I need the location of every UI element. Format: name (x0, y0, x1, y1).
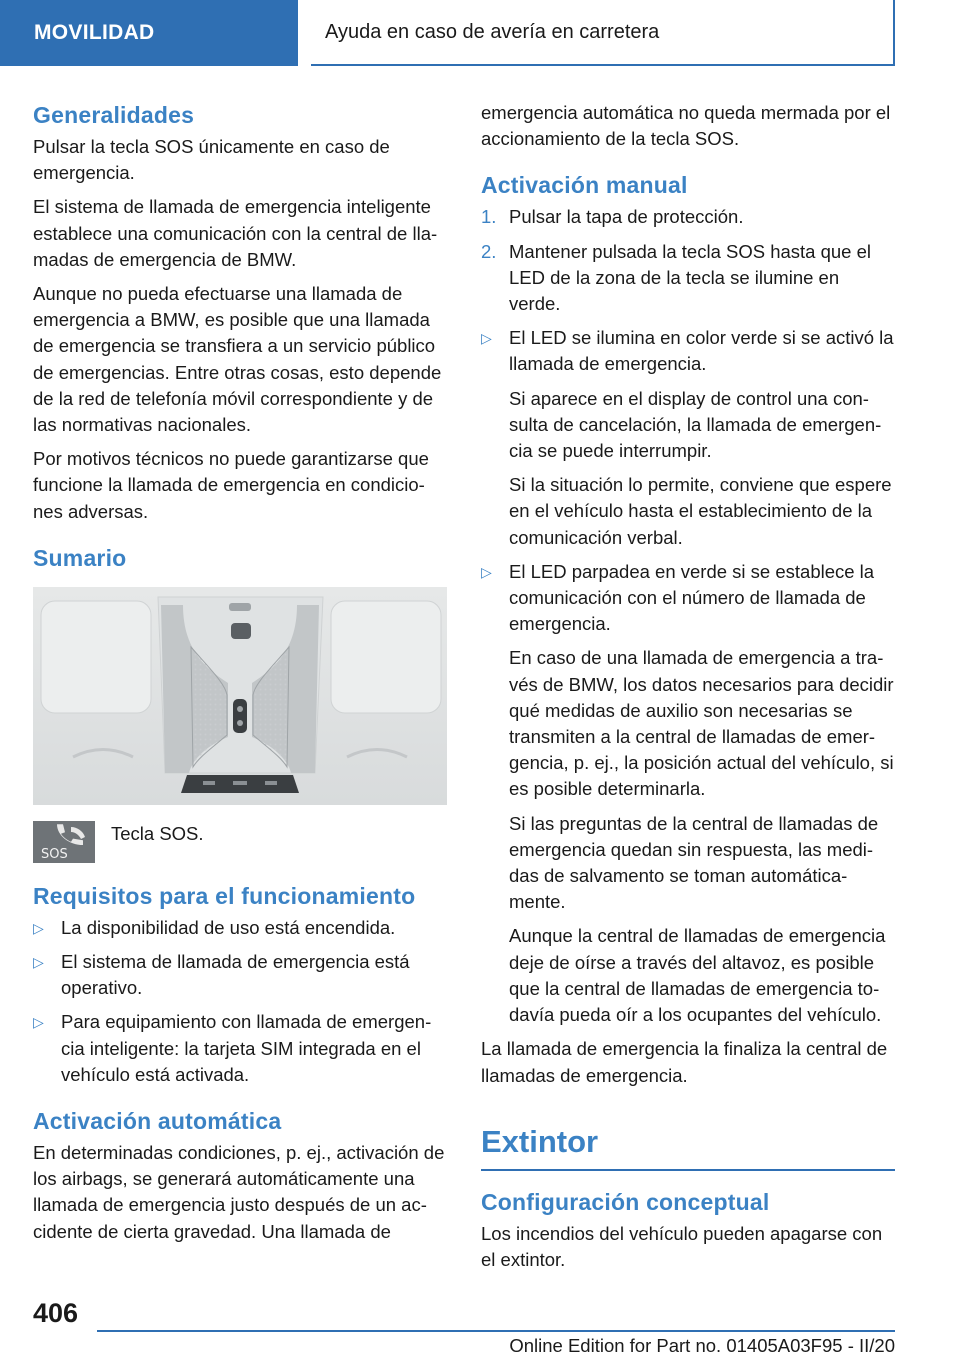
page-number: 406 (33, 1298, 79, 1328)
heading-activacion-automatica: Activación automática (33, 1108, 282, 1135)
heading-extintor: Extintor (481, 1121, 895, 1171)
list-item: ▷ El sistema de llamada de emergencia está operativo. (33, 951, 410, 999)
paragraph: Pulsar la tecla SOS únicamente en caso de emergencia. (33, 136, 390, 184)
requirements-list (33, 915, 447, 1088)
triangle-bullet-icon: ▷ (33, 919, 44, 936)
overhead-console-photo (33, 587, 447, 805)
paragraph: Si las preguntas de la central de llamadas de emergencia quedan sin respuesta, las medidas de salvamento se toman automáticamente. (509, 812, 879, 913)
heading-configuracion: Configuración conceptual (481, 1188, 770, 1215)
list-item: ▷ El LED se ilumina en color verde si se activó la llamada de emergencia. Si aparece en el display de control una consulta de cancelación, la llamada de emergencia se puede interrumpir. Si la situación lo permite, conviene que espere en el vehículo hasta el establecimiento de la comunicación verbal. (481, 325, 895, 551)
chapter-title: Ayuda en caso de avería en carretera (311, 0, 895, 66)
manual-steps-list (481, 204, 895, 317)
left-column (33, 100, 447, 1253)
paragraph: Si aparece en el display de control una consulta de cancelación, la llamada de emergencia se puede interrumpir. (509, 387, 882, 462)
footer-divider (97, 1330, 895, 1332)
paragraph: En determinadas condiciones, p. ej., activación de los airbags, se generará automáticamente una llamada de emergencia justo después de un accidente de cierta gravedad. Una llamada de (33, 1142, 445, 1242)
paragraph: emergencia automática no queda mermada por el accionamiento de la tecla SOS. (481, 102, 891, 150)
sos-key-caption: Tecla SOS. (111, 822, 204, 844)
heading-generalidades: Generalidades (33, 102, 195, 128)
paragraph: Aunque la central de llamadas de emergencia deje de oírse a través del altavoz, es posible que la central de llamadas de emergencia todavía pueda oír a los ocupantes del vehículo. (509, 925, 886, 1026)
sos-key-legend (33, 821, 447, 863)
page-header (0, 0, 960, 66)
heading-activacion-manual: Activación manual (481, 172, 688, 199)
list-item: ▷ Para equipamiento con llamada de emergencia inteligente: la tarjeta SIM integrada en el vehículo está activada. (33, 1011, 432, 1085)
triangle-bullet-icon: ▷ (33, 954, 44, 971)
sos-key-icon (33, 821, 95, 863)
heading-sumario: Sumario (33, 544, 127, 571)
paragraph: Si la situación lo permite, conviene que espere en el vehículo hasta el establecimiento de la comunicación verbal. (509, 474, 892, 548)
led-status-list (481, 325, 895, 1028)
paragraph: La llamada de emergencia la finaliza la central de llamadas de emergencia. (481, 1038, 888, 1086)
paragraph: Por motivos técnicos no puede garantizarse que funcione la llamada de emergencia en condiciones adversas. (33, 448, 429, 522)
triangle-bullet-icon: ▷ (481, 563, 492, 580)
triangle-bullet-icon: ▷ (481, 330, 492, 347)
paragraph: En caso de una llamada de emergencia a través de BMW, los datos necesarios para decidir qué medidas de auxilio son necesarias se transmiten a la central de llamadas de emergencia, p. ej., la posición actual del vehículo, si es posible determinarla. (509, 647, 894, 800)
heading-requisitos: Requisitos para el funcionamiento (33, 882, 416, 909)
triangle-bullet-icon: ▷ (33, 1014, 44, 1031)
section-tab: MOVILIDAD (0, 0, 298, 66)
sos-icon-label: SOS (41, 846, 68, 862)
list-item: ▷ El LED parpadea en verde si se establece la comunicación con el número de llamada de emergencia. En caso de una llamada de emergencia a través de BMW, los datos necesarios para decidir qué medidas de auxilio son necesarias se transmiten a la central de llamadas de emergencia, p. ej., la posición actual del vehículo, si es posible determinarla. Si las preguntas de la central de llamadas de emergencia quedan sin respuesta, las medidas de salvamento se toman automáticamente. Aunque la central de llamadas de emergencia deje de oírse a través del altavoz, es posible que la central de llamadas de emergencia todavía pueda oír a los ocupantes del vehículo. (481, 559, 895, 1028)
edition-note: Online Edition for Part no. 01405A03F95 - II/20 (509, 1335, 895, 1356)
right-column (481, 100, 895, 1281)
paragraph: El sistema de llamada de emergencia inteligente establece una comunicación con la central de llamadas de emergencia de BMW. (33, 196, 438, 270)
list-item: ▷ La disponibilidad de uso está encendida. (33, 915, 447, 941)
list-item: 2. Mantener pulsada la tecla SOS hasta que el LED de la zona de la tecla se ilumine en verde. (481, 240, 872, 315)
paragraph: Los incendios del vehículo pueden apagarse con el extintor. (481, 1222, 883, 1270)
paragraph: Aunque no pueda efectuarse una llamada de emergencia a BMW, es posible que una llamada de emergencia se transfiera a un servicio público de emergencias. Entre otras cosas, esto depende de la red de telefonía móvil correspondiente y de las normativas nacionales. (33, 283, 442, 436)
list-item: 1. Pulsar la tapa de protección. (481, 206, 744, 228)
